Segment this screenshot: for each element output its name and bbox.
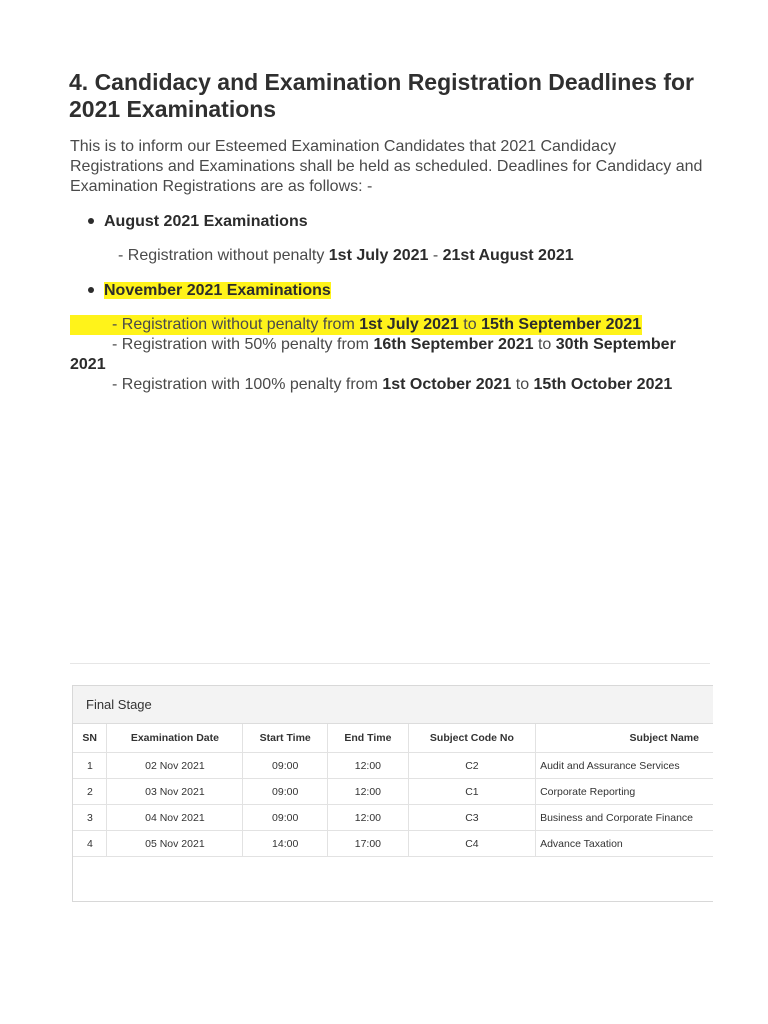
cell-subject-name: Business and Corporate Finance [536,805,713,831]
nov-line1-date-end: 15th September 2021 [481,316,642,333]
cell-end-time: 12:00 [328,805,409,831]
cell-end-time: 12:00 [328,779,409,805]
cell-subject-name: Audit and Assurance Services [536,753,713,779]
bullet-dot-icon [88,287,94,293]
nov-line1-to: to [458,316,482,333]
cell-sn: 1 [73,753,107,779]
bullet-august [88,212,308,232]
bullet-november [88,281,331,301]
cell-subject-code: C1 [408,779,535,805]
column-header-exam-date: Examination Date [107,724,243,753]
table-row [73,805,713,831]
table-row [73,779,713,805]
panel-title: Final Stage [73,686,713,724]
november-registration-line-2 [70,335,710,375]
bullet-august-label: August 2021 Examinations [104,213,308,230]
nov-line3-prefix: - Registration with 100% penalty from [112,376,383,393]
cell-exam-date: 03 Nov 2021 [107,779,243,805]
cell-sn: 2 [73,779,107,805]
cell-start-time: 09:00 [243,753,328,779]
cell-subject-name: Advance Taxation [536,831,713,857]
nov-line2-prefix: - Registration with 50% penalty from [112,336,374,353]
cell-start-time: 14:00 [243,831,328,857]
exam-schedule-table [73,724,713,857]
august-date-end: 21st August 2021 [442,247,574,264]
cell-subject-code: C4 [408,831,535,857]
cell-subject-code: C2 [408,753,535,779]
august-line-prefix: - Registration without penalty [118,247,329,264]
bullet-november-label: November 2021 Examinations [104,282,331,299]
november-registration-line-3 [70,375,710,395]
cell-exam-date: 04 Nov 2021 [107,805,243,831]
column-header-end-time: End Time [328,724,409,753]
cell-sn: 4 [73,831,107,857]
nov-line3-to: to [511,376,534,393]
august-date-start: 1st July 2021 [328,247,429,264]
column-header-subject-code: Subject Code No [408,724,535,753]
section-divider [70,663,710,664]
nov-line2-to: to [533,336,556,353]
intro-paragraph: This is to inform our Esteemed Examination Candidates that 2021 Candidacy Registrations and Examinations shall be held as scheduled. Deadlines for Candidacy and Examination Registrations are as follows: - [70,138,703,195]
nov-line3-date-end: 15th October 2021 [533,376,673,393]
cell-subject-name: Corporate Reporting [536,779,713,805]
cell-end-time: 17:00 [328,831,409,857]
cell-start-time: 09:00 [243,805,328,831]
column-header-sn: SN [73,724,107,753]
cell-exam-date: 05 Nov 2021 [107,831,243,857]
cell-exam-date: 02 Nov 2021 [107,753,243,779]
cell-end-time: 12:00 [328,753,409,779]
august-registration-line [118,246,574,266]
column-header-subject-name: Subject Name [536,724,713,753]
column-header-start-time: Start Time [243,724,328,753]
nov-line2-date-start: 16th September 2021 [373,336,534,353]
final-stage-panel [72,685,713,902]
nov-line3-date-start: 1st October 2021 [382,376,512,393]
cell-start-time: 09:00 [243,779,328,805]
table-row [73,753,713,779]
cell-sn: 3 [73,805,107,831]
november-registration-line-1 [70,315,642,335]
bullet-dot-icon [88,218,94,224]
page-title: 4. Candidacy and Examination Registration Deadlines for 2021 Examinations [69,69,694,122]
nov-line1-prefix: - Registration without penalty from [112,316,360,333]
table-row [73,831,713,857]
august-dash: - [428,247,443,264]
table-header-row [73,724,713,753]
cell-subject-code: C3 [408,805,535,831]
nov-line1-date-start: 1st July 2021 [359,316,459,333]
nov-line2-date-end: 30th September 2021 [70,336,676,373]
